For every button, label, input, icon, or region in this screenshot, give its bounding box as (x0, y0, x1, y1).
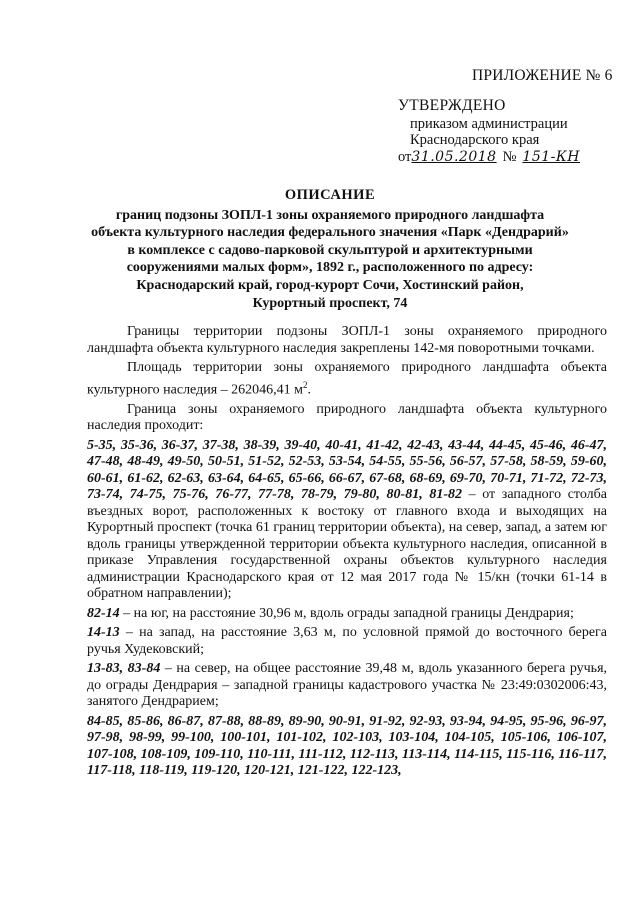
approval-line-2: Краснодарского края (410, 132, 540, 148)
number-label: № (502, 148, 517, 165)
paragraph-boundary-intro: Граница зоны охраняемого природного ландшафта объекта культурного наследия проходит: (87, 401, 607, 434)
approval-date-number (398, 149, 580, 166)
paragraph-boundaries: Границы территории подзоны ЗОПЛ-1 зоны охраняемого природного ландшафта объекта культурного наследия закреплены 142-мя поворотными точками. (87, 324, 607, 356)
segment-4 (87, 661, 607, 711)
area-text: Площадь территории зоны охраняемого природного ландшафта объекта культурного наследия – 262046,41 м (87, 360, 607, 398)
handwritten-number: 151-КН (522, 148, 580, 165)
segment-2-text: – на юг, на расстояние 30,96 м, вдоль ограды западной границы Дендрария; (119, 605, 574, 621)
segment-3 (87, 625, 607, 658)
document-body (87, 324, 607, 783)
approval-line-1: приказом администрации (410, 115, 568, 132)
title-line-4: сооружениями малых форм», 1892 г., расположенного по адресу: (126, 260, 534, 276)
title-line-3: в комплексе с садово-парковой скульптурой и архитектурными (127, 242, 533, 258)
attachment-number: ПРИЛОЖЕНИЕ № 6 (472, 67, 613, 84)
segment-4-text: – на север, на общее расстояние 39,48 м, вдоль указанного берега ручья, до ограды Дендрария – западной границы кадастрового участка № 23:49:0302006:43, занятого Дендрарием; (87, 661, 608, 710)
paragraph-area (87, 360, 607, 399)
segment-1 (87, 438, 607, 603)
area-unit-superscript: 2 (303, 379, 308, 390)
segment-1-text: – от западного столба въездных ворот, расположенных к востоку от главного входа и выходящих на Курортный проспект (точка 61 границ территории объекта), на север, запад, а затем юг вдоль границы утвержденной территории объекта культурного наследия, описанной в приказе Управления государственной охраны объектов культурного наследия администрации Краснодарского края от 12 мая 2017 года № 15/кн (точки 61-14 в обратном направлении); (87, 487, 607, 602)
approval-block (398, 98, 580, 165)
segment-1-points: 5-35, 35-36, 36-37, 37-38, 38-39, 39-40, 40-41, 41-42, 42-43, 43-44, 44-45, 45-46, 46-47, 47-48, 48-49, 49-50, 50-51, 51-52, 52-53, 53-54, 54-55, 55-56, 56-57, 57-58, 58-59, 59-60, 60-61, 61-62, 62-63, 63-64, 64-65, 65-66, 66-67, 67-68, 68-69, 69-70, 70-71, 71-72, 72-73, 73-74, 74-75, 75-76, 76-77, 77-78, 78-79, 79-80, 80-81, 81-82 (87, 437, 607, 503)
document-title (70, 187, 590, 312)
title-heading: ОПИСАНИЕ (284, 187, 376, 203)
segment-5-points: 84-85, 85-86, 86-87, 87-88, 88-89, 89-90, 90-91, 91-92, 92-93, 93-94, 94-95, 95-96, 96-97, 97-98, 98-99, 99-100, 100-101, 101-102, 102-103, 103-104, 104-105, 105-106, 106-107, 107-108, 108-109, 109-110, 110-111, 111-112, 112-113, 113-114, 114-115, 115-116, 116-117, 117-118, 118-119, 119-120, 120-121, 121-122, 122-123, (87, 713, 607, 779)
handwritten-date: 31.05.2018 (411, 148, 497, 165)
title-line-6: Курортный проспект, 74 (252, 295, 408, 311)
segment-3-points: 14-13 (87, 625, 120, 641)
title-line-1: границ подзоны ЗОПЛ-1 зоны охраняемого природного ландшафта (115, 207, 545, 223)
segment-2 (87, 606, 607, 623)
area-end: . (307, 382, 311, 398)
title-line-5: Краснодарский край, город-курорт Сочи, Хостинский район, (136, 277, 524, 293)
segment-2-points: 82-14 (87, 605, 120, 621)
segment-5 (87, 714, 607, 780)
segment-3-text: – на запад, на расстояние 3,63 м, по условной прямой до восточного берега ручья Худековский; (87, 625, 607, 657)
segment-4-points: 13-83, 83-84 (87, 661, 161, 677)
from-label: от (398, 148, 412, 165)
approved-label: УТВЕРЖДЕНО (398, 97, 506, 114)
title-line-2: объекта культурного наследия федерального значения «Парк «Дендрарий» (91, 225, 569, 241)
